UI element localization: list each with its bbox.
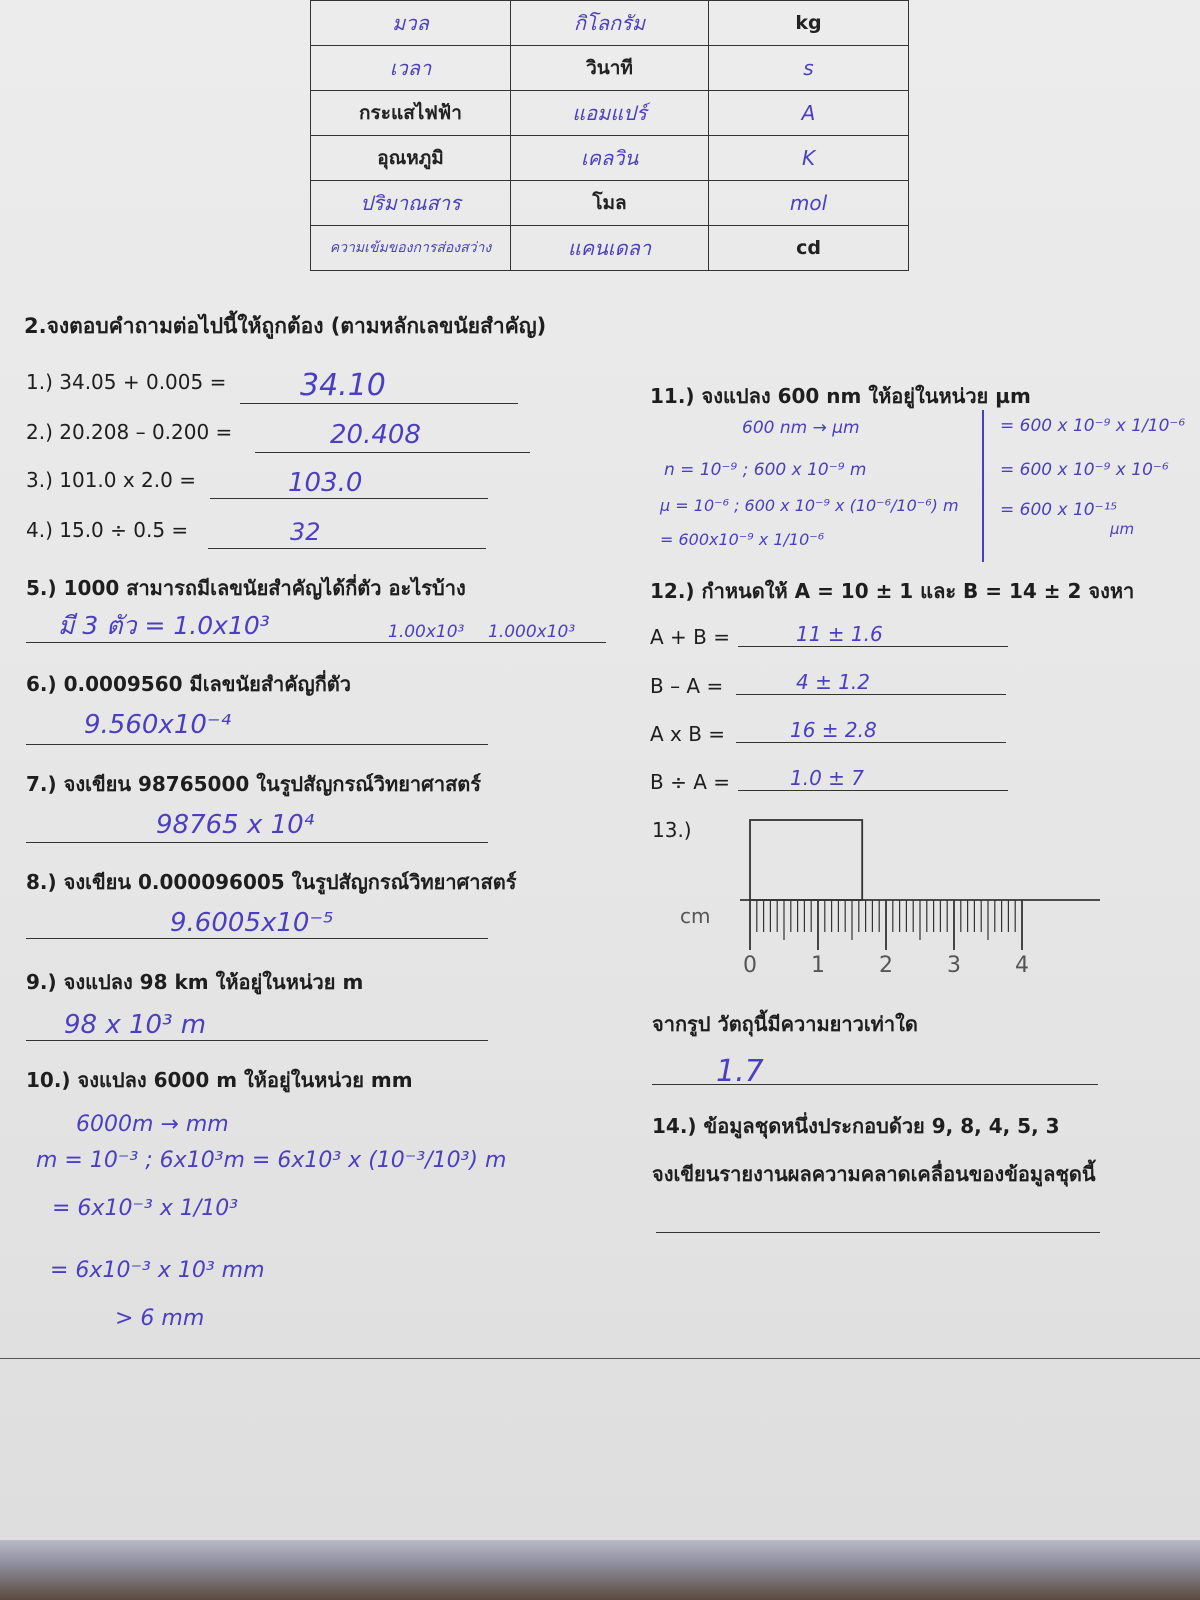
q13-answer: 1.7: [716, 1054, 764, 1089]
unit-quantity: อุณหภูมิ: [311, 136, 511, 181]
q14-prompt: 14.) ข้อมูลชุดหนึ่งประกอบด้วย 9, 8, 4, 5, 3: [652, 1114, 1060, 1138]
ruler-labels: [743, 953, 1029, 978]
q11-work-left-3: µ = 10⁻⁶ ; 600 x 10⁻⁹ x (10⁻⁶/10⁻⁶) m: [660, 496, 959, 515]
q11-work-right-4: µm: [1110, 520, 1135, 538]
unit-symbol: s: [709, 46, 909, 91]
q3-answer: 103.0: [288, 468, 363, 498]
q8-prompt: 8.) จงเขียน 0.000096005 ในรูปสัญกรณ์วิทยาศาสตร์: [26, 870, 517, 894]
q12-label-prod: A x B =: [650, 722, 726, 746]
q14-question: จงเขียนรายงานผลความคลาดเคลื่อนของข้อมูลชุดนี้: [652, 1162, 1096, 1186]
unit-table-row: [311, 91, 909, 136]
q12-line-diff: [736, 694, 1006, 695]
ruler-tick-label: 2: [879, 953, 893, 978]
q6-answer: 9.560x10⁻⁴: [84, 710, 232, 740]
q9-prompt: 9.) จงแปลง 98 km ให้อยู่ในหน่วย m: [26, 970, 364, 994]
q13-unit-label: cm: [680, 904, 711, 928]
q5-answer-alt1: 1.00x10³: [388, 622, 465, 642]
unit-quantity: ปริมาณสาร: [311, 181, 511, 226]
q3-prompt: 3.) 101.0 x 2.0 =: [26, 468, 196, 492]
q12-prompt: 12.) กำหนดให้ A = 10 ± 1 และ B = 14 ± 2 จงหา: [650, 579, 1135, 603]
unit-table-row: [311, 1, 909, 46]
q5-answer: มี 3 ตัว = 1.0x10³: [58, 611, 270, 640]
unit-quantity: กระแสไฟฟ้า: [311, 91, 511, 136]
unit-name: วินาที: [511, 46, 709, 91]
ruler-ticks: [750, 900, 1022, 950]
q10-work-5: > 6 mm: [115, 1306, 205, 1331]
q2-answer-line: [255, 452, 530, 453]
q12-answer-sum: 11 ± 1.6: [796, 622, 883, 646]
q4-answer-line: [208, 548, 486, 549]
q12-label-quot: B ÷ A =: [650, 770, 730, 794]
q4-prompt: 4.) 15.0 ÷ 0.5 =: [26, 518, 189, 542]
background-fabric: [0, 1540, 1200, 1600]
q11-work-right-3: = 600 x 10⁻¹⁵: [1000, 500, 1118, 520]
unit-quantity: มวล: [311, 1, 511, 46]
unit-name: แอมแปร์: [511, 91, 709, 136]
unit-quantity: ความเข้มของการส่องสว่าง: [311, 226, 511, 271]
page-fold-line: [0, 1358, 1200, 1359]
q2-answer: 20.408: [330, 420, 421, 450]
section-title: 2.จงตอบคำถามต่อไปนี้ให้ถูกต้อง (ตามหลักเลขนัยสำคัญ): [24, 314, 547, 338]
unit-name: เคลวิน: [511, 136, 709, 181]
q11-divider: [982, 410, 984, 562]
unit-name: โมล: [511, 181, 709, 226]
q12-label-diff: B – A =: [650, 674, 724, 698]
q10-work-1: 6000m → mm: [76, 1112, 229, 1137]
unit-table-row: [311, 46, 909, 91]
q10-work-4: = 6x10⁻³ x 10³ mm: [50, 1258, 265, 1283]
q3-answer-line: [210, 498, 488, 499]
q5-answer-alt2: 1.000x10³: [488, 622, 576, 642]
q1-answer-line: [240, 403, 518, 404]
q10-work-2: m = 10⁻³ ; 6x10³m = 6x10³ x (10⁻³/10³) m: [36, 1148, 507, 1173]
q12-answer-diff: 4 ± 1.2: [796, 670, 871, 694]
q10-work-3: = 6x10⁻³ x 1/10³: [52, 1196, 239, 1221]
unit-name: กิโลกรัม: [511, 1, 709, 46]
unit-name: แคนเดลา: [511, 226, 709, 271]
q6-prompt: 6.) 0.0009560 มีเลขนัยสำคัญกี่ตัว: [26, 672, 352, 696]
unit-symbol: cd: [709, 226, 909, 271]
q2-prompt: 2.) 20.208 – 0.200 =: [26, 420, 233, 444]
unit-table-row: [311, 136, 909, 181]
q14-answer-line: [656, 1232, 1100, 1233]
q12-line-prod: [736, 742, 1006, 743]
q9-answer: 98 x 10³ m: [64, 1010, 207, 1040]
unit-quantity: เวลา: [311, 46, 511, 91]
unit-symbol: K: [709, 136, 909, 181]
q7-prompt: 7.) จงเขียน 98765000 ในรูปสัญกรณ์วิทยาศาสตร์: [26, 772, 482, 796]
q7-answer: 98765 x 10⁴: [156, 810, 315, 840]
q13-question: จากรูป วัตถุนี้มีความยาวเท่าใด: [652, 1012, 918, 1036]
q1-prompt: 1.) 34.05 + 0.005 =: [26, 370, 227, 394]
q11-work-right-1: = 600 x 10⁻⁹ x 1/10⁻⁶: [1000, 416, 1186, 436]
q4-answer: 32: [290, 518, 321, 546]
q1-answer: 34.10: [300, 368, 386, 403]
unit-table-row: [311, 181, 909, 226]
unit-symbol: A: [709, 91, 909, 136]
ruler-tick-label: 0: [743, 953, 757, 978]
q12-label-sum: A + B =: [650, 625, 730, 649]
q11-work-left-2: n = 10⁻⁹ ; 600 x 10⁻⁹ m: [664, 460, 867, 480]
q7-answer-line: [26, 842, 488, 843]
ruler-tick-label: 1: [811, 953, 825, 978]
ruler-tick-label: 4: [1015, 953, 1029, 978]
ruler-figure: [740, 812, 1100, 998]
si-units-table: [310, 0, 909, 271]
q11-prompt: 11.) จงแปลง 600 nm ให้อยู่ในหน่วย µm: [650, 384, 1031, 408]
q10-prompt: 10.) จงแปลง 6000 m ให้อยู่ในหน่วย mm: [26, 1068, 413, 1092]
q12-line-sum: [738, 646, 1008, 647]
unit-symbol: mol: [709, 181, 909, 226]
measured-object: [750, 820, 862, 900]
q12-line-quot: [738, 790, 1008, 791]
q12-answer-prod: 16 ± 2.8: [790, 718, 877, 742]
q11-work-right-2: = 600 x 10⁻⁹ x 10⁻⁶: [1000, 460, 1169, 480]
q11-work-left-1: 600 nm → µm: [742, 418, 860, 438]
q13-prompt: 13.): [652, 818, 692, 842]
q8-answer-line: [26, 938, 488, 939]
q8-answer: 9.6005x10⁻⁵: [170, 908, 334, 938]
q12-answer-quot: 1.0 ± 7: [790, 766, 865, 790]
unit-symbol: kg: [709, 1, 909, 46]
q5-prompt: 5.) 1000 สามารถมีเลขนัยสำคัญได้กี่ตัว อะไรบ้าง: [26, 576, 466, 600]
ruler-tick-label: 3: [947, 953, 961, 978]
q9-answer-line: [26, 1040, 488, 1041]
q11-work-left-4: = 600x10⁻⁹ x 1/10⁻⁶: [660, 530, 825, 549]
q6-answer-line: [26, 744, 488, 745]
unit-table-row: [311, 226, 909, 271]
